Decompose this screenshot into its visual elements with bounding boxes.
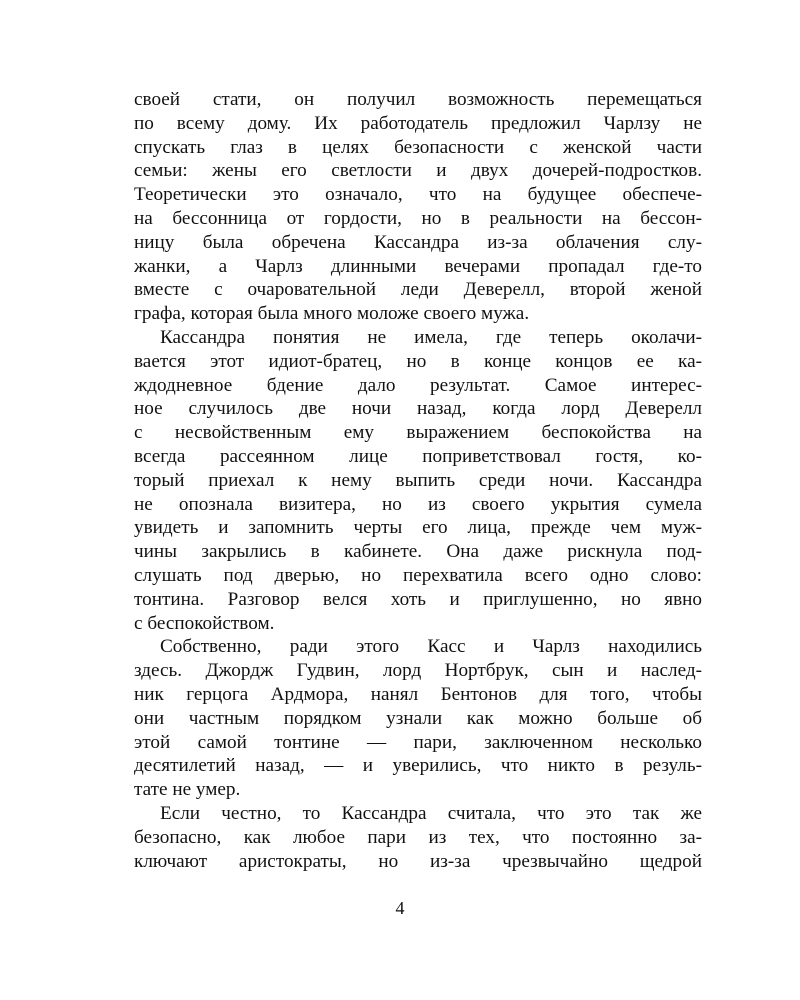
text-line: ное случилось две ночи назад, когда лорд Деверелл: [134, 398, 702, 420]
text-line: на бессонница от гордости, но в реальности на бессон-: [134, 207, 702, 229]
text-line: с беспокойством.: [134, 612, 275, 634]
text-line: десятилетий назад, — и уверились, что никто в резуль-: [134, 755, 702, 777]
text-line: не опознала визитера, но из своего укрытия сумела: [134, 493, 702, 515]
text-line: тате не умер.: [134, 779, 241, 801]
text-line: вается этот идиот-братец, но в конце концов ее ка-: [134, 350, 702, 372]
text-line: чины закрылись в кабинете. Она даже рискнула под-: [134, 541, 702, 563]
text-line: ключают аристократы, но из-за чрезвычайно щедрой: [134, 850, 702, 872]
text-line: семьи: жены его светлости и двух дочерей-подростков.: [134, 160, 702, 182]
text-line: здесь. Джордж Гудвин, лорд Нортбрук, сын и наслед-: [134, 660, 702, 682]
text-line: безопасно, как любое пари из тех, что постоянно за-: [134, 826, 702, 848]
text-line: Теоретически это означало, что на будущее обеспече-: [134, 184, 702, 206]
text-line: слушать под дверью, но перехватила всего одно слово:: [134, 564, 702, 586]
text-line: всегда рассеянном лице поприветствовал гостя, ко-: [134, 445, 702, 467]
text-line: своей стати, он получил возможность перемещаться: [134, 89, 702, 110]
paragraph-first-line: Кассандра понятия не имела, где теперь околачи-: [160, 326, 702, 348]
page-number: 4: [395, 898, 405, 918]
text-line: ждодневное бдение дало результат. Самое интерес-: [134, 374, 702, 396]
text-line: спускать глаз в целях безопасности с женской части: [134, 136, 702, 158]
text-line: вместе с очаровательной леди Деверелл, второй женой: [134, 279, 702, 301]
text-line: увидеть и запомнить черты его лица, прежде чем муж-: [134, 517, 702, 539]
text-line: они частным порядком узнали как можно больше об: [134, 707, 702, 729]
text-line: графа, которая была много моложе своего мужа.: [134, 303, 530, 325]
book-page-text: [134, 88, 702, 873]
text-line: торый приехал к нему выпить среди ночи. Кассандра: [134, 469, 702, 491]
paragraph-first-line: Собственно, ради этого Касс и Чарлз находились: [160, 636, 702, 658]
text-line: этой самой тонтине — пари, заключенном несколько: [134, 731, 702, 753]
text-line: ницу была обречена Кассандра из-за облачения слу-: [134, 231, 702, 253]
text-line: ник герцога Ардмора, нанял Бентонов для того, чтобы: [134, 683, 702, 705]
text-line: с несвойственным ему выражением беспокойства на: [134, 422, 702, 444]
paragraph-first-line: Если честно, то Кассандра считала, что это так же: [160, 802, 702, 824]
text-line: жанки, а Чарлз длинными вечерами пропадал где-то: [134, 255, 702, 277]
text-line: тонтина. Разговор велся хоть и приглушенно, но явно: [134, 588, 702, 610]
text-line: по всему дому. Их работодатель предложил Чарлзу не: [134, 112, 702, 134]
